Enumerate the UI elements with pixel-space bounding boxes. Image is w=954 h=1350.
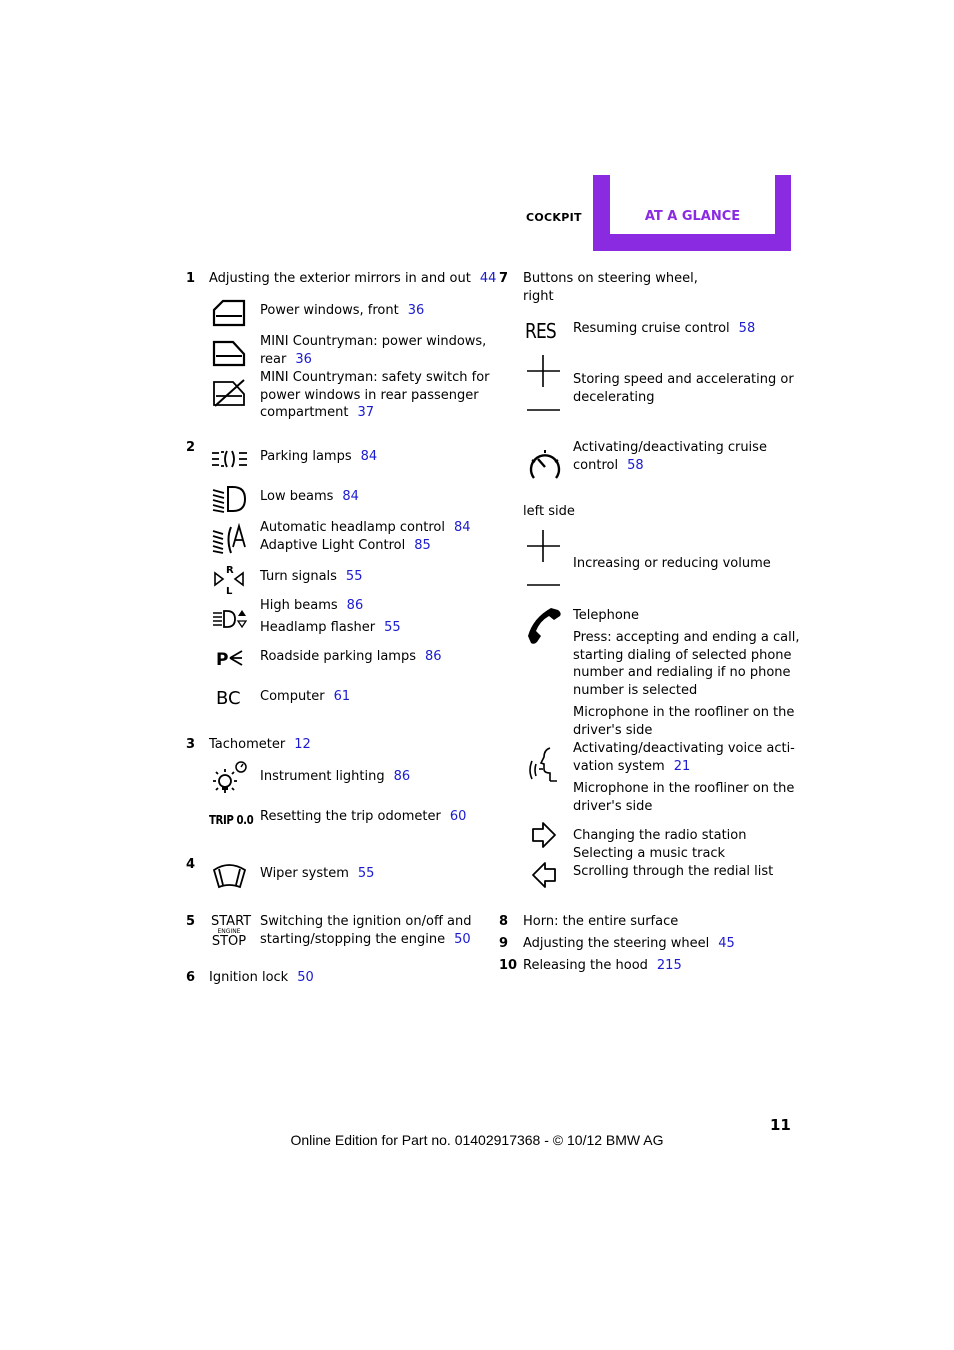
page-ref-link[interactable]: 84 [360,449,378,464]
legend-entry: compartment 37 [260,405,374,420]
legend-entry: Instrument lighting 86 [260,769,411,784]
legend-entry: number and redialing if no phone [573,665,791,680]
legend-entry: Power windows, front 36 [260,303,425,318]
item-number: 6 [186,970,196,985]
page-ref-link[interactable]: 36 [295,352,312,367]
roadside-parking-icon [215,647,247,669]
legend-entry: driver's side [573,799,653,814]
page-ref-link[interactable]: 86 [346,598,364,613]
bc-icon: BC [216,688,241,709]
safety-switch-icon [211,378,247,408]
page-ref-link[interactable]: 55 [345,569,363,584]
res-icon: RES [525,319,556,343]
item-title: Buttons on steering wheel, [523,271,698,286]
legend-entry: Adaptive Light Control 85 [260,538,431,553]
item-title: Horn: the entire surface [523,914,679,929]
parking-lamps-icon [211,448,249,470]
legend-entry: vation system 21 [573,759,691,774]
start-stop-icon: START ENGINE STOP [211,914,252,949]
wiper-icon [211,860,249,890]
legend-entry: number is selected [573,683,698,698]
legend-entry: starting dialing of selected phone [573,648,792,663]
page-ref-link[interactable]: 85 [414,538,431,553]
item-number: 2 [186,440,196,455]
page-ref-link[interactable]: 86 [393,769,411,784]
sub-heading: left side [523,504,575,519]
item-number: 5 [186,914,196,929]
legend-entry: MINI Countryman: power windows, [260,334,487,349]
legend-entry: starting/stopping the engine 50 [260,932,471,947]
legend-entry: control 58 [573,458,644,473]
telephone-icon [524,606,564,646]
item-title: Tachometer 12 [209,737,311,752]
item-number: 8 [499,914,509,929]
power-window-rear-icon [211,338,247,368]
high-beams-icon [211,607,249,631]
legend-entry: Resetting the trip odometer 60 [260,809,467,824]
trip-icon: TRIP 0.0 [209,813,254,827]
legend-entry: Microphone in the roofliner on the [573,705,795,720]
item-number: 10 [499,958,518,973]
page-ref-link[interactable]: 12 [294,737,311,752]
item-number: 7 [499,271,509,286]
svg-text:L: L [226,586,233,596]
page-ref-link[interactable]: 21 [673,759,691,774]
legend-entry: decelerating [573,390,655,405]
legend-entry: Automatic headlamp control 84 [260,520,471,535]
turn-signals-icon [211,562,249,596]
legend-entry: Low beams 84 [260,489,359,504]
legend-entry: High beams 86 [260,598,364,613]
legend-entry: Activating/deactivating voice acti- [573,741,795,756]
page-ref-link[interactable]: 37 [357,405,374,420]
legend-entry: Telephone [573,608,640,623]
page-ref-link[interactable]: 45 [718,936,735,951]
page-ref-link[interactable]: 61 [333,689,351,704]
section-label: COCKPIT [526,211,582,224]
legend-entry: Wiper system 55 [260,866,375,881]
item-title: Ignition lock 50 [209,970,314,985]
page-ref-link[interactable]: 84 [342,489,359,504]
item-title: Releasing the hood 215 [523,958,682,973]
item-number: 3 [186,737,196,752]
legend-entry: rear 36 [260,352,312,367]
legend-entry: Turn signals 55 [260,569,363,584]
svg-text:R: R [226,565,234,576]
legend-entry: Switching the ignition on/off and [260,914,472,929]
volume-plus-minus-icon [525,529,563,589]
item-title: Adjusting the exterior mirrors in and out 44 [209,271,497,286]
svg-text:P: P [216,650,229,669]
legend-entry: Storing speed and accelerating or [573,372,794,387]
cruise-control-icon [527,448,563,484]
footer-text: Online Edition for Part no. 01402917368 - © 10/12 BMW AG [290,1132,664,1148]
legend-entry: Selecting a music track [573,846,726,861]
page-ref-link[interactable]: 50 [454,932,471,947]
legend-entry: MINI Countryman: safety switch for [260,370,490,385]
instrument-lighting-icon [210,759,250,797]
legend-entry: Resuming cruise control 58 [573,321,756,336]
page-number: 11 [770,1116,791,1134]
legend-entry: Press: accepting and ending a call, [573,630,800,645]
legend-entry: Roadside parking lamps 86 [260,649,442,664]
legend-entry: Changing the radio station [573,828,747,843]
legend-entry: Microphone in the roofliner on the [573,781,795,796]
page-ref-link[interactable]: 58 [738,321,756,336]
arrow-right-left-icon [530,820,558,892]
item-title: Adjusting the steering wheel 45 [523,936,735,951]
low-beams-icon [211,484,249,514]
plus-minus-icon [525,354,563,414]
item-number: 4 [186,857,196,872]
legend-entry: Parking lamps 84 [260,449,378,464]
item-number: 9 [499,936,509,951]
item-title: right [523,289,554,304]
legend-entry: driver's side [573,723,653,738]
page-ref-link[interactable]: 55 [384,620,401,635]
item-number: 1 [186,271,196,286]
page-ref-link[interactable]: 215 [656,958,682,973]
legend-entry: Activating/deactivating cruise [573,440,767,455]
legend-entry: Increasing or reducing volume [573,556,771,571]
page-ref-link[interactable]: 58 [627,458,644,473]
automatic-headlamp-icon [211,523,249,555]
voice-activation-icon [526,745,562,785]
legend-entry: Headlamp flasher 55 [260,620,401,635]
page-ref-link[interactable]: 84 [453,520,471,535]
page-ref-link[interactable]: 44 [479,271,497,286]
legend-entry: Computer 61 [260,689,351,704]
legend-entry: power windows in rear passenger [260,388,479,403]
page-ref-link[interactable]: 50 [297,970,314,985]
page-ref-link[interactable]: 36 [407,303,425,318]
page-ref-link[interactable]: 86 [424,649,442,664]
legend-entry: Scrolling through the redial list [573,864,774,879]
chapter-tab-label: AT A GLANCE [644,209,741,224]
page-ref-link[interactable]: 60 [449,809,467,824]
page-ref-link[interactable]: 55 [357,866,375,881]
power-window-front-icon [211,298,247,328]
